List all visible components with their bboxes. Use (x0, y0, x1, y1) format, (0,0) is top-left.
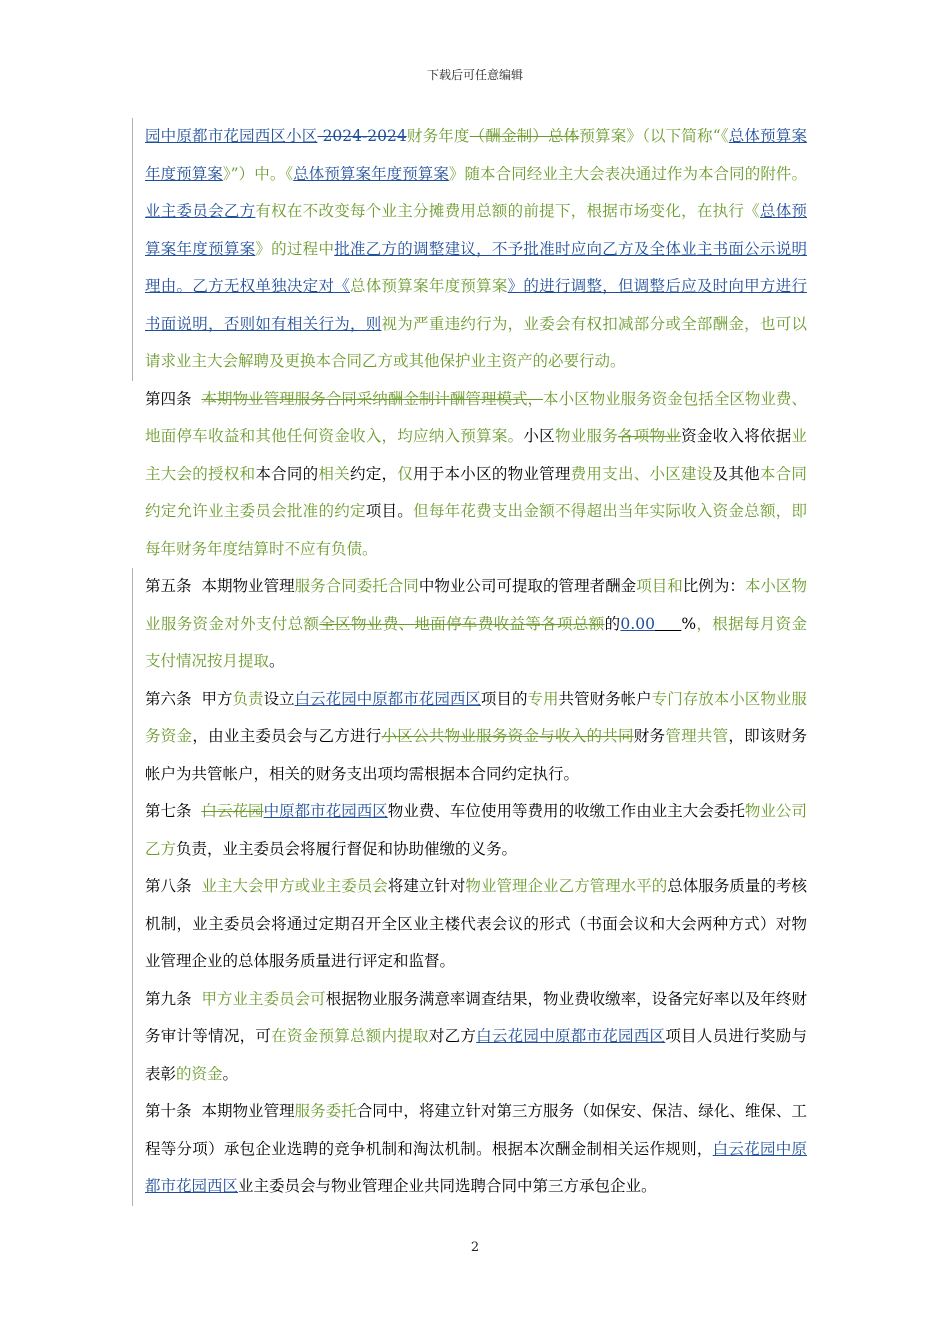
tracked-delete: 各项物业 (618, 427, 682, 445)
tracked-insert: 总体预算案年度预算案 (293, 164, 449, 183)
article-10 (145, 1093, 807, 1206)
tracked-delete: （酬金制）总体 (469, 127, 580, 145)
tracked-delete: 2024-2024 (317, 127, 407, 145)
text: 及其他 (712, 464, 760, 483)
article-label: 第九条 (145, 989, 192, 1008)
tracked-insert: 总体预算案年度预算案 (145, 202, 807, 258)
text: 业主委员会与物业管理企业共同选聘合同中第三方承包企业。 (238, 1177, 657, 1195)
tracked-insert: 视为严重违约行为，业委会有权扣减部分或全部酬金，也可以请求业主大会解聘及更换本合同乙方或其他保护业主资产的必要行动。 (145, 314, 807, 370)
article-9 (145, 981, 807, 1094)
tracked-insert: 预算案》（以下简称“《 (579, 127, 729, 145)
tracked-insert: 有权在不改变每个业主分摊费用总额的前提下，根据市场变化，在执行《 (255, 202, 760, 220)
tracked-insert: 总体预算案年度预算案 (349, 277, 508, 295)
text: 约定， (349, 464, 398, 483)
tracked-insert: 业主委员会乙方 (145, 202, 256, 220)
tracked-insert: 专门存放本小区物业服务资金 (145, 689, 807, 745)
tracked-insert: 总体预算案年度预算案 (145, 127, 807, 183)
tracked-delete: 本期物业管理服务合同采纳酬金制计酬管理模式， (201, 389, 544, 408)
text: 总体服务质量的考核机制，业主委员会将通过定期召开全区业主楼代表会议的形式（书面会议和大会两种方式）对物业管理企业的总体服务质量进行评定和监督。 (145, 877, 807, 970)
revision-bar (132, 681, 133, 794)
text: 对乙方 (428, 1027, 477, 1045)
rate-value: 0.00 (620, 614, 655, 633)
paragraph-budget (145, 118, 807, 381)
text: 甲方 (201, 689, 233, 708)
tracked-insert: 物业服务 (554, 427, 619, 445)
article-label: 第七条 (145, 802, 192, 820)
tracked-insert: 白云花园中原都市花园西区 (476, 1027, 666, 1045)
text: 小区 (523, 427, 555, 445)
text: 的 (604, 614, 621, 633)
text: 项目。 (365, 502, 414, 520)
revision-bar (132, 568, 133, 681)
tracked-insert: 》的进行调整，但调整后应及时向甲方进行书面说明，否则如有相关行为，则 (145, 277, 807, 333)
text: 项目的 (480, 689, 528, 708)
tracked-insert: 甲方业主委员会可 (201, 989, 326, 1008)
tracked-delete: 白云花园 (201, 802, 264, 820)
revision-bar (132, 793, 133, 868)
tracked-insert: 服务委托 (294, 1102, 357, 1120)
text: 合同中，将建立针对第三方服务（如保安、保洁、绿化、维保、工程等分项）承包企业选聘的竞争机制和淘汰机制。根据本次酬金制相关运作规则， (145, 1102, 807, 1158)
tracked-insert: 业主大会的授权和 (145, 427, 807, 483)
text: ，由业主委员会与乙方进行 (192, 727, 382, 745)
text: ，即该财务帐户为共管帐户，相关的财务支出项均需根据本合同约定执行。 (145, 727, 807, 783)
text: 资金收入将依据 (681, 427, 792, 445)
text: 财务 (633, 727, 666, 745)
tracked-insert: 中原都市花园西区 (263, 802, 388, 820)
tracked-insert: 批准乙方的调整建议，不予批准时应向乙方及全体业主书面公示说明理由。 (145, 239, 807, 295)
article-6 (145, 681, 807, 794)
tracked-insert: 但每年花费支出金额不得超出当年实际收入资金总额，即每年财务年度结算时不应有负债。 (145, 502, 807, 558)
tracked-insert: 仅 (397, 464, 414, 483)
tracked-insert: 的资金 (176, 1064, 223, 1083)
text: 本期物业管理 (201, 1102, 295, 1120)
tracked-insert: 本合同约定允许业主委员会批准的约定 (145, 464, 807, 520)
tracked-insert: 服务合同委托合同 (294, 577, 419, 595)
tracked-insert: 乙方无权单独决定对《 (192, 277, 350, 295)
tracked-delete: 小区公共物业服务资金与收入的共同 (381, 727, 634, 745)
tracked-insert: ，根据每月资金支付情况按月提取 (145, 614, 807, 670)
page-header: 下载后可任意编辑 (426, 68, 523, 82)
text: 中物业公司可提取的管理者酬金 (418, 577, 637, 595)
revision-bar (132, 1093, 133, 1206)
tracked-insert: 财务年度 (406, 127, 470, 145)
tracked-insert: 费用支出、小区建设 (570, 464, 713, 483)
tracked-insert: 物业管理企业乙方管理水平的 (465, 877, 668, 895)
text: % (681, 614, 697, 633)
revision-bar (132, 981, 133, 1094)
text: 根据物业服务满意率调查结果，物业费收缴率，设备完好率以及年终财务审计等情况，可 (145, 989, 807, 1045)
tracked-insert: 本小区物业服务资金对外支付总额 (145, 577, 807, 633)
text: 共管财务帐户 (558, 689, 652, 708)
tracked-insert: 相关 (318, 464, 350, 483)
article-5 (145, 568, 807, 681)
tracked-insert: 物业公司乙方 (145, 802, 807, 858)
tracked-insert: 业主大会甲方或业主委员会 (201, 877, 388, 895)
tracked-insert: 负责 (232, 689, 264, 708)
tracked-insert: 白云花园中原都市花园西区 (294, 689, 481, 708)
article-label: 第五条 (145, 577, 192, 595)
text: 将建立针对 (387, 877, 466, 895)
tracked-insert: 管理共管 (665, 727, 729, 745)
document-body (145, 118, 807, 1206)
text: 。 (222, 1064, 239, 1083)
article-label: 第四条 (145, 389, 192, 408)
tracked-insert: 园中原都市花园西区小区 (145, 127, 318, 145)
tracked-insert: 项目和 (636, 577, 683, 595)
text: 项目人员进行奖励与表彰 (145, 1027, 807, 1083)
article-label: 第十条 (145, 1102, 192, 1120)
revision-bar (132, 868, 133, 981)
text: 用于本小区的物业管理 (413, 464, 571, 483)
text: 本期物业管理 (201, 577, 295, 595)
tracked-insert: 白云花园中原都市花园西区 (145, 1139, 807, 1195)
tracked-insert: 》的过程中 (255, 239, 335, 258)
tracked-insert: 》随本合同经业主大会表决通过作为本合同的附件。 (448, 164, 807, 183)
article-label: 第六条 (145, 689, 192, 708)
text: 物业费、车位使用等费用的收缴工作由业主大会委托 (387, 802, 745, 820)
tracked-insert: 》”）中。《 (222, 164, 294, 183)
text: 比例为： (682, 577, 745, 595)
article-8 (145, 868, 807, 981)
article-label: 第八条 (145, 877, 192, 895)
page-number: 2 (470, 1240, 480, 1255)
tracked-insert: 在资金预算总额内提取 (271, 1027, 429, 1045)
text: 本合同的 (255, 464, 319, 483)
tracked-insert: 专用 (527, 689, 559, 708)
text: 。 (269, 652, 285, 670)
article-7 (145, 793, 807, 868)
tracked-insert: 本小区物业服务资金包括全区物业费、地面停车收益和其他任何资金收入，均应纳入预算案。 (145, 389, 807, 445)
article-4 (145, 381, 807, 569)
tracked-delete: 全区物业费、地面停车费收益等各项总额 (319, 614, 605, 633)
text: 设立 (263, 689, 295, 708)
text: 负责，业主委员会将履行督促和协助催缴的义务。 (176, 839, 518, 858)
revision-bar (132, 118, 133, 381)
